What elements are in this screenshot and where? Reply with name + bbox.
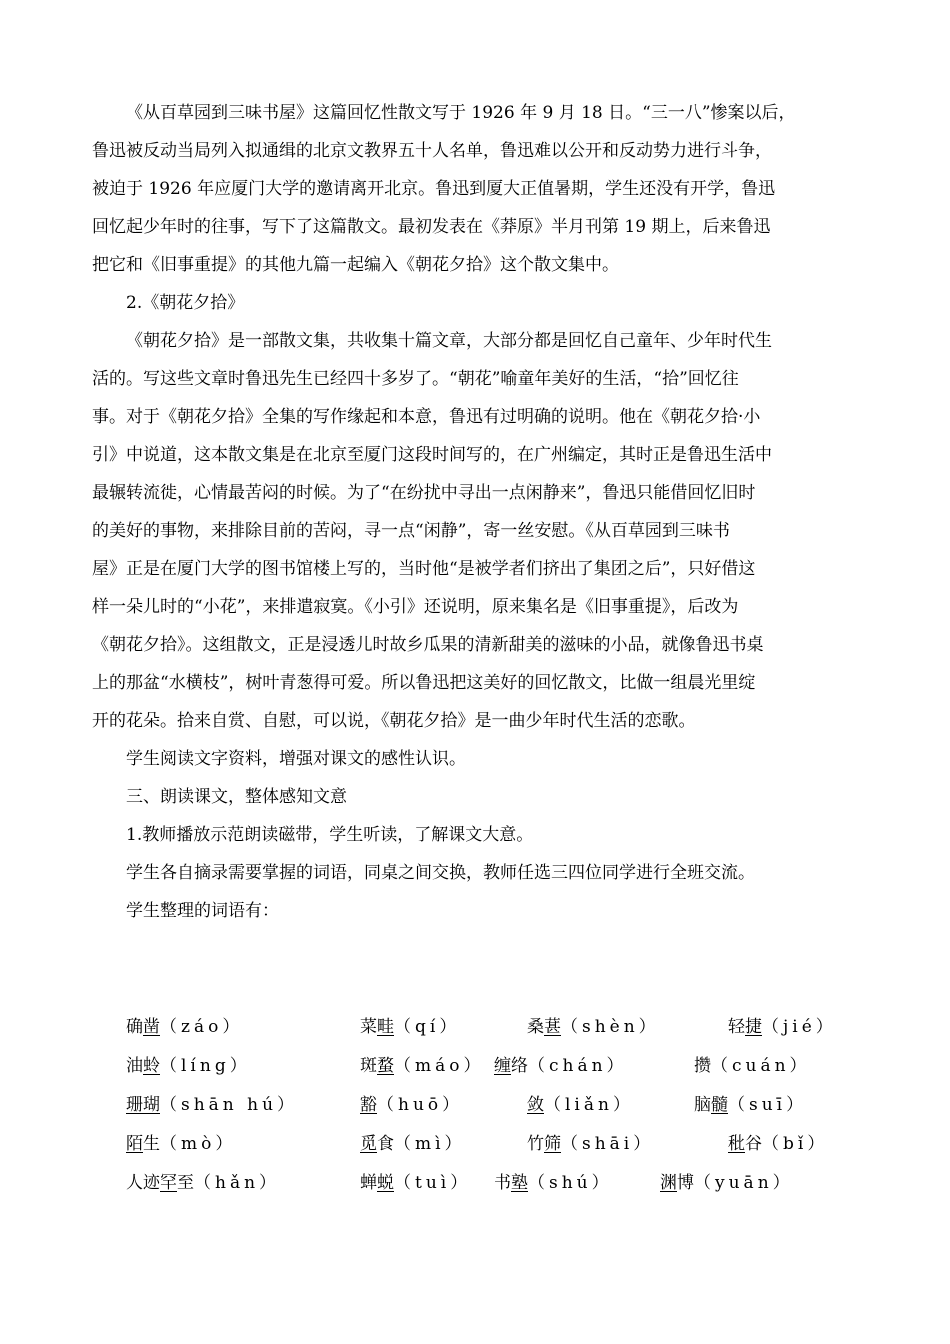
vocab-underlined-char: 葚 [544, 1017, 561, 1037]
vocab-word-part: 蝉 [360, 1173, 377, 1193]
vocab-pinyin: （mò） [160, 1134, 237, 1154]
vocab-row [0, 1164, 950, 1202]
vocab-item [527, 1008, 660, 1046]
vocab-row [0, 1008, 950, 1046]
vocab-pinyin: （líng） [160, 1056, 251, 1076]
vocab-pinyin: （shú） [528, 1173, 613, 1193]
vocab-pinyin: （shāi） [561, 1134, 655, 1154]
vocab-word-part: 确 [126, 1017, 143, 1037]
text-line: 《朝花夕拾》是一部散文集，共收集十篇文章，大部分都是回忆自己童年、少年时代生 [126, 331, 772, 351]
vocab-word-part: 络 [511, 1056, 528, 1076]
vocab-item [527, 1125, 654, 1163]
vocab-word-part: 博 [677, 1173, 694, 1193]
vocab-word-part: 菜 [360, 1017, 377, 1037]
vocab-item [126, 1008, 243, 1046]
vocab-word-part: 脑 [694, 1095, 711, 1115]
vocab-underlined-char: 捷 [745, 1017, 762, 1037]
vocab-item [360, 1164, 471, 1202]
vocab-word-part: 桑 [527, 1017, 544, 1037]
vocab-pinyin: （tuì） [394, 1173, 472, 1193]
vocab-pinyin: （cuán） [711, 1056, 811, 1076]
vocab-underlined-char: 髓 [711, 1095, 728, 1115]
vocab-underlined-char: 觅 [360, 1134, 377, 1154]
text-line: 学生各自摘录需要掌握的词语，同桌之间交换，教师任选三四位同学进行全班交流。 [126, 863, 755, 883]
vocab-word-part: 书 [494, 1173, 511, 1193]
vocab-pinyin: （liǎn） [544, 1095, 634, 1115]
vocab-item [360, 1086, 463, 1124]
vocab-word-part: 轻 [728, 1017, 745, 1037]
vocab-item [126, 1164, 280, 1202]
text-line: 被迫于 1926 年应厦门大学的邀请离开北京。鲁迅到厦大正值暑期，学生还没有开学，鲁迅 [92, 179, 776, 199]
vocab-item [360, 1125, 466, 1163]
vocab-underlined-char: 塾 [511, 1173, 528, 1193]
vocab-item [728, 1125, 828, 1163]
text-line: 回忆起少年时的往事，写下了这篇散文。最初发表在《莽原》半月刊第 19 期上，后来鲁迅 [92, 217, 771, 237]
vocab-underlined-char: 蜕 [377, 1173, 394, 1193]
vocab-row [0, 1125, 950, 1163]
vocab-item [527, 1086, 634, 1124]
vocab-row [0, 1086, 950, 1124]
vocab-underlined-char: 筛 [544, 1134, 561, 1154]
vocab-item [126, 1086, 298, 1124]
vocab-underlined-char: 蛉 [143, 1056, 160, 1076]
vocab-underlined-char: 秕 [728, 1134, 745, 1154]
text-line: 学生整理的词语有： [126, 901, 279, 921]
paragraph-background [92, 94, 862, 930]
vocab-pinyin: （mì） [394, 1134, 466, 1154]
vocab-item [126, 1125, 236, 1163]
vocab-word-part: 油 [126, 1056, 143, 1076]
vocab-underlined-char: 敛 [527, 1095, 544, 1115]
vocab-item [126, 1047, 251, 1085]
vocab-row [0, 1047, 950, 1085]
vocab-pinyin: （jié） [762, 1017, 837, 1037]
vocab-underlined-char: 豁 [360, 1095, 377, 1115]
text-line: 事。对于《朝花夕拾》全集的写作缘起和本意，鲁迅有过明确的说明。他在《朝花夕拾·小 [92, 407, 761, 427]
vocab-pinyin: （chán） [528, 1056, 628, 1076]
step-line: 1.教师播放示范朗读磁带，学生听读，了解课文大意。 [126, 825, 534, 845]
vocab-word-part: 人迹 [126, 1173, 160, 1193]
vocab-word-part: 食 [377, 1134, 394, 1154]
vocab-underlined-char: 罕 [160, 1173, 177, 1193]
text-line: 《朝花夕拾》。这组散文，正是浸透儿时故乡瓜果的清新甜美的滋味的小品，就像鲁迅书桌 [92, 635, 764, 655]
vocab-item [694, 1047, 811, 1085]
text-line: 最辗转流徙，心情最苦闷的时候。为了“在纷扰中寻出一点闲静来”，鲁迅只能借回忆旧时 [92, 483, 756, 503]
vocab-pinyin: （záo） [160, 1017, 244, 1037]
vocab-underlined-char: 珊瑚 [126, 1095, 160, 1115]
vocab-item [660, 1164, 794, 1202]
vocab-pinyin: （huō） [377, 1095, 464, 1115]
vocab-underlined-char: 蝥 [377, 1056, 394, 1076]
text-line: 活的。写这些文章时鲁迅先生已经四十多岁了。“朝花”喻童年美好的生活，“拾”回忆往 [92, 369, 739, 389]
vocab-pinyin: （shān hú） [160, 1095, 299, 1115]
vocab-item [494, 1164, 613, 1202]
vocab-word-part: 生 [143, 1134, 160, 1154]
section-heading: 2.《朝花夕拾》 [126, 293, 245, 313]
text-line: 引》中说道，这本散文集是在北京至厦门这段时间写的，在广州编定，其时正是鲁迅生活中 [92, 445, 772, 465]
vocab-pinyin: （yuān） [694, 1173, 794, 1193]
text-line: 开的花朵。拾来自赏、自慰，可以说，《朝花夕拾》是一曲少年时代生活的恋歌。 [92, 711, 696, 731]
section-heading: 三、朗读课文，整体感知文意 [126, 787, 347, 807]
vocab-item [694, 1086, 807, 1124]
text-line: 学生阅读文字资料，增强对课文的感性认识。 [126, 749, 466, 769]
vocab-underlined-char: 缠 [494, 1056, 511, 1076]
vocab-item [360, 1047, 485, 1085]
vocab-pinyin: （qí） [394, 1017, 461, 1037]
vocab-pinyin: （suī） [728, 1095, 808, 1115]
vocab-item [728, 1008, 837, 1046]
text-line: 样一朵儿时的“小花”，来排遣寂寞。《小引》还说明，原来集名是《旧事重提》，后改为 [92, 597, 739, 617]
vocab-word-part: 竹 [527, 1134, 544, 1154]
vocab-underlined-char: 畦 [377, 1017, 394, 1037]
text-line: 鲁迅被反动当局列入拟通缉的北京文教界五十人名单，鲁迅难以公开和反动势力进行斗争， [92, 141, 772, 161]
vocab-pinyin: （hǎn） [194, 1173, 281, 1193]
text-line: 上的那盆“水横枝”，树叶青葱得可爱。所以鲁迅把这美好的回忆散文，比做一组晨光里绽 [92, 673, 756, 693]
text-line: 的美好的事物，来排除目前的苦闷，寻一点“闲静”，寄一丝安慰。《从百草园到三味书 [92, 521, 730, 541]
vocab-pinyin: （máo） [394, 1056, 485, 1076]
vocab-underlined-char: 渊 [660, 1173, 677, 1193]
vocab-word-part: 至 [177, 1173, 194, 1193]
vocab-underlined-char: 凿 [143, 1017, 160, 1037]
vocab-word-part: 谷 [745, 1134, 762, 1154]
text-line: 屋》正是在厦门大学的图书馆楼上写的，当时他“是被学者们挤出了集团之后”，只好借这 [92, 559, 756, 579]
vocab-pinyin: （bǐ） [762, 1134, 829, 1154]
vocab-item [360, 1008, 460, 1046]
text-line: 把它和《旧事重提》的其他九篇一起编入《朝花夕拾》这个散文集中。 [92, 255, 619, 275]
vocab-word-part: 斑 [360, 1056, 377, 1076]
vocab-pinyin: （shèn） [561, 1017, 660, 1037]
vocab-item [494, 1047, 628, 1085]
vocab-word-part: 攒 [694, 1056, 711, 1076]
vocab-underlined-char: 陌 [126, 1134, 143, 1154]
text-line: 《从百草园到三味书屋》这篇回忆性散文写于 1926 年 9 月 18 日。“三一八”惨案以后， [126, 103, 796, 123]
